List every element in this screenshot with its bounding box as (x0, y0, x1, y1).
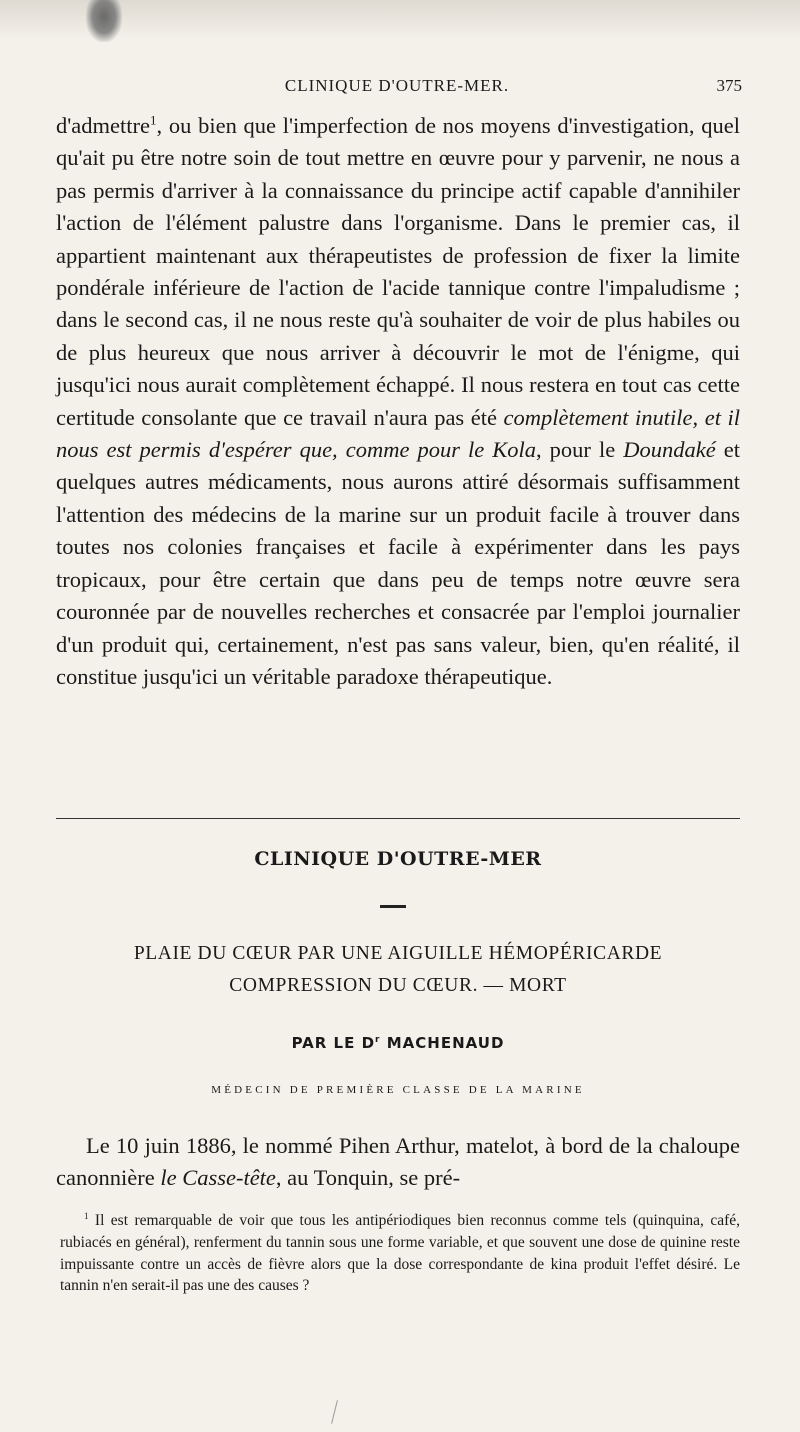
article-title-line-2: COMPRESSION DU CŒUR. — MORT (229, 975, 567, 996)
body-text-1: d'admettre (56, 113, 151, 138)
body-text-3: , pour le (536, 437, 624, 463)
opening-italic: le Casse-tête (160, 1165, 276, 1190)
footnote (60, 1210, 740, 1297)
running-head (52, 76, 742, 100)
article-title (56, 938, 740, 1002)
opening-text-1: Le 10 juin 1886, le nommé Pihen Arthur, matelot, à bord de la chaloupe canonnière (56, 1133, 740, 1190)
ink-smudge (86, 0, 122, 42)
author-title-sup: r (375, 1035, 381, 1045)
stray-pen-mark (331, 1400, 338, 1424)
body-text-4: et quelques autres médicaments, nous aurons attiré désormais suffisamment l'attention des médecins de la marine sur un produit facile à trouver dans toutes nos colonies françaises et facile à expérimenter dans les pays tropicaux, pour être certain que dans peu de temps notre œuvre sera couronnée par de nouvelles recherches et consacrée par l'emploi journalier d'un produit qui, certainement, n'est pas sans valeur, bien, qu'en réalité, il constitue jusqu'ici un véritable paradoxe thérapeutique. (56, 437, 740, 689)
author-name: MACHENAUD (386, 1034, 505, 1052)
author-line (56, 1034, 740, 1052)
article-opening-paragraph (56, 1130, 740, 1194)
page-number: 375 (716, 76, 742, 95)
section-heading: CLINIQUE D'OUTRE-MER (254, 848, 542, 870)
article-title-line-1: PLAIE DU CŒUR PAR UNE AIGUILLE HÉMOPÉRICARDE (133, 943, 663, 964)
opening-text-2: , au Tonquin, se pré- (275, 1165, 461, 1190)
running-head-title: CLINIQUE D'OUTRE-MER. (284, 76, 510, 95)
section-divider (56, 818, 740, 819)
footnote-text: Il est remarquable de voir que tous les antipériodiques bien reconnus comme tels (quinquina, café, rubiacés en général), renferment du tannin sous une forme variable, et que souvent une dose de quinine reste impuissante contre un accès de fièvre alors que la dose correspondante de kina produit l'effet désiré. Le tannin n'en serait-il pas une des causes ? (60, 1212, 740, 1295)
body-italic-2: Doundaké (623, 437, 716, 463)
author-prefix: PAR LE D (291, 1034, 376, 1052)
footnote-ref[interactable]: 1 (150, 112, 157, 128)
body-text-2: , ou bien que l'imperfection de nos moyens d'investigation, quel qu'ait pu être notre soin de tout mettre en œuvre pour y parvenir, ne nous a pas permis d'arriver à la connaissance du principe actif capable d'annihiler l'action de l'élément palustre dans l'organisme. Dans le premier cas, il appartient maintenant aux thérapeutistes de profession de fixer la limite pondérale inférieure de l'action de l'acide tannique contre l'impaludisme ; dans le second cas, il ne nous reste qu'à souhaiter de voir de plus habiles ou de plus heureux que nous arriver à découvrir le mot de l'énigme, qui jusqu'ici nous aurait complètement échappé. Il nous restera en tout cas cette certitude consolante que ce travail n'aura pas été (56, 113, 740, 430)
body-italic-1: complètement inutile, et il nous est permis d'espérer que, comme pour le Kola (56, 404, 740, 463)
author-affiliation: MÉDECIN DE PREMIÈRE CLASSE DE LA MARINE (211, 1084, 585, 1096)
heading-rule (380, 905, 406, 908)
body-paragraph (56, 110, 740, 693)
footnote-marker: 1 (84, 1210, 89, 1221)
